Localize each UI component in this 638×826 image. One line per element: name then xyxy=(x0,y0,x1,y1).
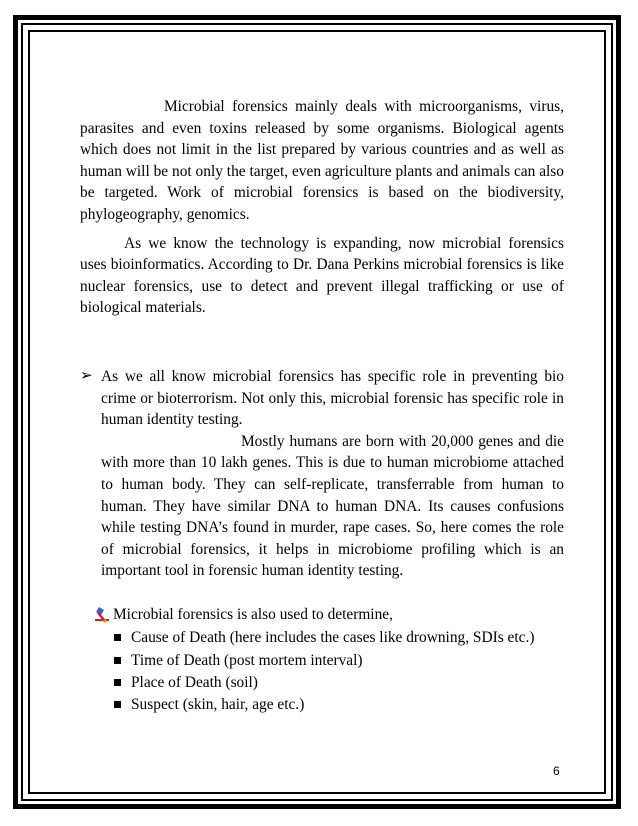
bullet-list xyxy=(80,627,564,715)
arrow-bullet-icon: ➢ xyxy=(80,367,93,384)
pushpin-icon xyxy=(93,606,113,624)
bullet-text: Time of Death (post mortem interval) xyxy=(131,651,363,669)
square-bullet-icon xyxy=(114,701,121,708)
arrow-list-item xyxy=(80,366,564,582)
page-content xyxy=(80,96,564,716)
list-item xyxy=(112,650,564,672)
paragraph-bioinformatics: As we know the technology is expanding, now microbial forensics uses bioinformatics. According to Dr. Dana Perkins microbial forensics is like nuclear forensics, use to detect and prevent illegal trafficking or use of biological materials. xyxy=(80,234,564,317)
pin-item-text: Microbial forensics is also used to determine, xyxy=(113,605,393,623)
list-item xyxy=(112,694,564,716)
paragraph-intro: Microbial forensics mainly deals with microorganisms, virus, parasites and even toxins released by some organisms. Biological agents which does not limit in the list prepared by various countries and as well as human will be not only the target, even agriculture plants and animals can also be targeted. Work of microbial forensics is based on the biodiversity, phylogeography, genomics. xyxy=(80,98,564,223)
square-bullet-icon xyxy=(114,634,121,641)
bullet-text: Suspect (skin, hair, age etc.) xyxy=(131,695,305,713)
square-bullet-icon xyxy=(114,657,121,664)
square-bullet-icon xyxy=(114,679,121,686)
pin-list-item xyxy=(80,604,564,626)
list-item xyxy=(112,672,564,694)
bullet-text: Place of Death (soil) xyxy=(131,673,258,691)
list-item xyxy=(112,627,564,649)
page-number: 6 xyxy=(553,764,560,778)
arrow-item-subtext: Mostly humans are born with 20,000 genes and die with more than 10 lakh genes. This is due to human microbiome attached to human body. They can self-replicate, transferrable from human to human. They have similar DNA to human DNA. Its causes confusions while testing DNA’s found in murder, rape cases. So, here comes the role of microbial forensics, it helps in microbiome profiling which is an important tool in forensic human identity testing. xyxy=(101,432,564,580)
bullet-text: Cause of Death (here includes the cases like drowning, SDIs etc.) xyxy=(131,629,535,647)
arrow-item-text: As we all know microbial forensics has specific role in preventing bio crime or bioterrorism. Not only this, microbial forensic has specific role in human identity testing. xyxy=(101,367,564,429)
